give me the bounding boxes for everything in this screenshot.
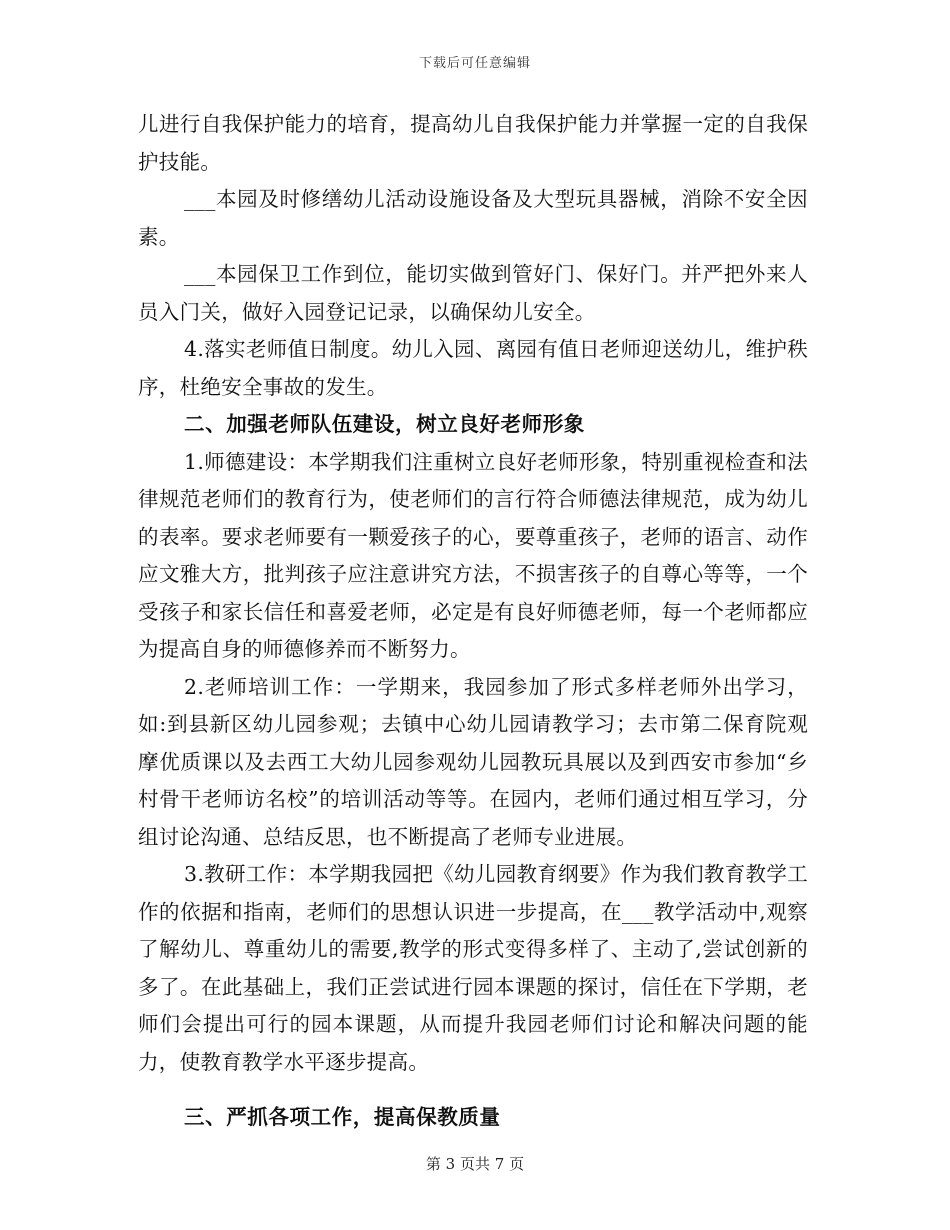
paragraph-self-protection-continued: 儿进行自我保护能力的培育，提高幼儿自我保护能力并掌握一定的自我保护技能。 — [138, 112, 808, 174]
section-heading-teacher-team: 二、加强老师队伍建设，树立良好老师形象 — [184, 412, 585, 436]
paragraph-facility-repair: ___本园及时修缮幼儿活动设施设备及大型玩具器械，消除不安全因素。 — [138, 187, 808, 249]
section-heading-work-quality: 三、严抓各项工作，提高保教质量 — [184, 1105, 501, 1129]
paragraph-teacher-training: 2.老师培训工作：一学期来，我园参加了形式多样老师外出学习，如:到县新区幼儿园参观；去镇中心幼儿园请教学习；去市第二保育院观摩优质课以及去西工大幼儿园参观幼儿园教玩具展以及到西安市参加“乡村骨干老师访名校”的培训活动等等。在园内，老师们通过相互学习，分组讨论沟通、总结反思，也不断提高了老师专业进展。 — [138, 674, 808, 849]
document-body — [138, 106, 808, 1137]
paragraph-security-work: ___本园保卫工作到位，能切实做到管好门、保好门。并严把外来人员入门关，做好入园登记记录，以确保幼儿安全。 — [138, 262, 808, 324]
page-number: 第 3 页共 7 页 — [425, 1155, 525, 1173]
paragraph-teaching-research: 3.教研工作：本学期我园把《幼儿园教育纲要》作为我们教育教学工作的依据和指南，老师们的思想认识进一步提高，在___教学活动中,观察了解幼儿、尊重幼儿的需要,教学的形式变得多样了、主动了,尝试创新的多了。在此基础上，我们正尝试进行园本课题的探讨，信任在下学期，老师们会提出可行的园本课题，从而提升我园老师们讨论和解决问题的能力，使教育教学水平逐步提高。 — [138, 862, 808, 1074]
page-header-note: 下载后可任意编辑 — [418, 56, 531, 71]
paragraph-teacher-ethics: 1.师德建设：本学期我们注重树立良好老师形象，特别重视检查和法律规范老师们的教育行为，使老师们的言行符合师德法律规范，成为幼儿的表率。要求老师要有一颗爱孩子的心，要尊重孩子，老师的语言、动作应文雅大方，批判孩子应注意讲究方法，不损害孩子的自尊心等等，一个受孩子和家长信任和喜爱老师，必定是有良好师德老师，每一个老师都应为提高自身的师德修养而不断努力。 — [138, 449, 808, 661]
paragraph-duty-system: 4.落实老师值日制度。幼儿入园、离园有值日老师迎送幼儿，维护秩序，杜绝安全事故的发生。 — [138, 337, 808, 399]
